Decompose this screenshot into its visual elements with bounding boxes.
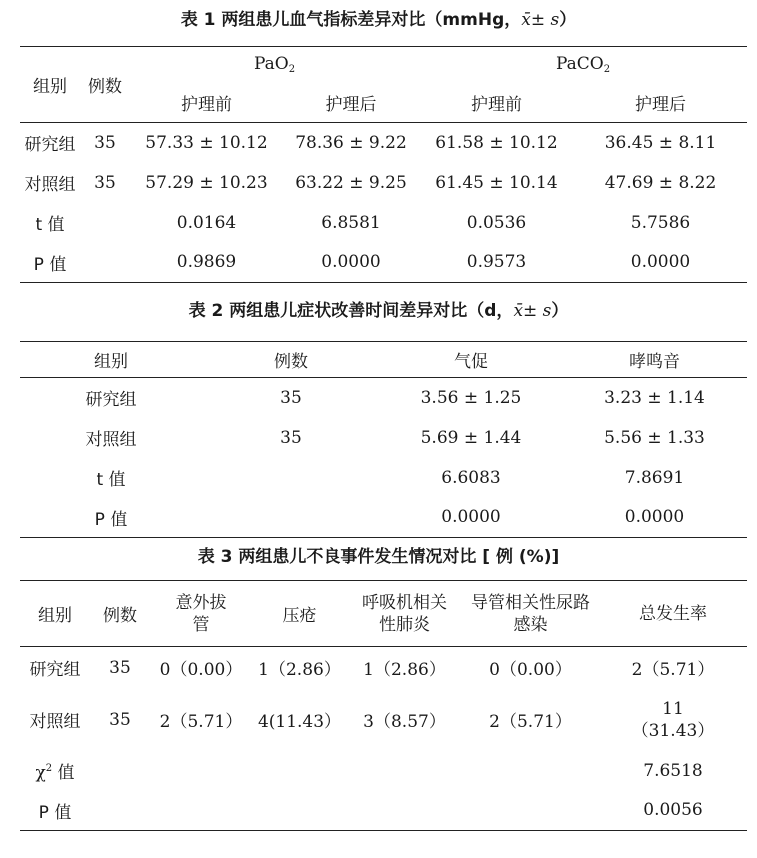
table1-header-pao2: PaO$_2$: [253, 54, 296, 76]
cell: 3.23 ± 1.14: [604, 387, 705, 408]
row-label: 研究组: [29, 660, 81, 681]
row-n: 35: [109, 657, 131, 678]
table1-header-group: 组别: [20, 47, 80, 123]
table-row: [20, 163, 747, 203]
cell: 57.33 ± 10.12: [145, 132, 268, 153]
cell: 11（31.43）: [631, 698, 715, 741]
row-label: t 值: [96, 470, 126, 490]
cell: 2（5.71）: [159, 712, 243, 732]
table-row: [20, 647, 747, 689]
table2-header-group: 组别: [94, 352, 128, 372]
row-n: [80, 203, 130, 243]
table-row: [20, 458, 747, 498]
table1-header-paco2-before: 护理前: [471, 94, 522, 115]
table-row: [20, 418, 747, 458]
table3-header-cauti: 导管相关性尿路感染: [471, 592, 590, 635]
row-n: 35: [94, 132, 116, 153]
cell: 47.69 ± 8.22: [604, 172, 717, 193]
table1-header-n: 例数: [80, 47, 130, 123]
table-row: [20, 243, 747, 283]
cell: 2（5.71）: [631, 660, 715, 681]
table-row: [20, 689, 747, 751]
table-row: [20, 203, 747, 243]
cell: 36.45 ± 8.11: [604, 132, 717, 153]
cell: 0.0000: [630, 252, 691, 273]
row-label: 研究组: [24, 135, 76, 156]
cell: 0.0536: [466, 212, 527, 233]
cell: 5.56 ± 1.33: [604, 427, 705, 448]
cell: 0.9573: [466, 252, 527, 273]
table2-caption: 表 2 两组患儿症状改善时间差异对比（d，x̄± s）: [188, 301, 569, 321]
table1-header-paco2-after: 护理后: [635, 94, 686, 115]
cell: 0（0.00）: [159, 660, 243, 681]
cell: 5.69 ± 1.44: [420, 427, 522, 448]
cell: 0.0000: [321, 252, 381, 273]
cell: 0（0.00）: [489, 660, 572, 681]
cell: 6.6083: [441, 467, 501, 488]
cell: 6.8581: [321, 212, 381, 233]
row-label: 对照组: [24, 175, 76, 195]
cell: 3.56 ± 1.25: [420, 387, 522, 408]
table1-header-pao2-after: 护理后: [325, 94, 377, 115]
cell: 1（2.86）: [258, 660, 341, 681]
row-label: t 值: [35, 215, 65, 235]
cell: 63.22 ± 9.25: [295, 172, 407, 193]
table3-header-n: 例数: [103, 606, 137, 626]
row-label: P 值: [33, 254, 67, 275]
row-n: [80, 243, 130, 283]
row-n: 35: [94, 172, 116, 193]
table3-header-pressure-sore: 压疮: [282, 606, 317, 626]
cell: 3（8.57）: [363, 712, 446, 732]
table1: [20, 46, 747, 283]
row-n: 35: [280, 387, 302, 408]
table1-header-paco2: PaCO$_2$: [555, 54, 611, 76]
table2-header-dyspnea: 气促: [454, 352, 488, 372]
cell: 0.0000: [624, 507, 685, 528]
cell: 0.0000: [441, 507, 501, 528]
cell: 4(11.43）: [257, 712, 342, 732]
row-n: 35: [109, 709, 131, 730]
cell: 0.0056: [643, 800, 703, 821]
row-n: [202, 498, 380, 538]
table-row: [20, 751, 747, 791]
table3-header-vap: 呼吸机相关性肺炎: [362, 592, 447, 635]
table-row: [20, 791, 747, 831]
table3-header-extubation: 意外拔管: [175, 592, 227, 635]
table3: [20, 580, 747, 831]
table-row: [20, 123, 747, 163]
cell: 0.9869: [176, 252, 237, 273]
row-label: P 值: [38, 802, 72, 823]
table3-header-group: 组别: [38, 606, 72, 626]
cell: 7.8691: [624, 467, 685, 488]
row-label-chi: $\chi^2$ 值: [35, 763, 75, 783]
row-label: 对照组: [85, 430, 137, 450]
table3-header-total: 总发生率: [639, 603, 707, 624]
table2-header-n: 例数: [274, 352, 308, 372]
cell: 1（2.86）: [363, 660, 446, 681]
table-row: [20, 498, 747, 538]
cell: 61.58 ± 10.12: [435, 132, 558, 153]
row-label: 研究组: [85, 390, 137, 411]
table1-header-pao2-before: 护理前: [181, 94, 232, 115]
row-n: 35: [280, 427, 302, 448]
row-label: 对照组: [29, 712, 81, 732]
table-row: [20, 378, 747, 418]
table2: [20, 341, 747, 538]
cell: 7.6518: [643, 760, 703, 781]
cell: 2（5.71）: [489, 712, 572, 732]
cell: 57.29 ± 10.23: [145, 172, 268, 193]
cell: 78.36 ± 9.22: [295, 132, 407, 153]
table1-caption: 表 1 两组患儿血气指标差异对比（mmHg，x̄± s）: [180, 10, 577, 30]
row-label: P 值: [94, 509, 128, 530]
table3-caption: 表 3 两组患儿不良事件发生情况对比 [ 例 (%)]: [197, 547, 560, 567]
cell: 61.45 ± 10.14: [435, 172, 558, 193]
cell: 5.7586: [630, 212, 691, 233]
cell: 0.0164: [176, 212, 237, 233]
table2-header-wheeze: 哮鸣音: [629, 352, 680, 372]
row-n: [202, 458, 380, 498]
